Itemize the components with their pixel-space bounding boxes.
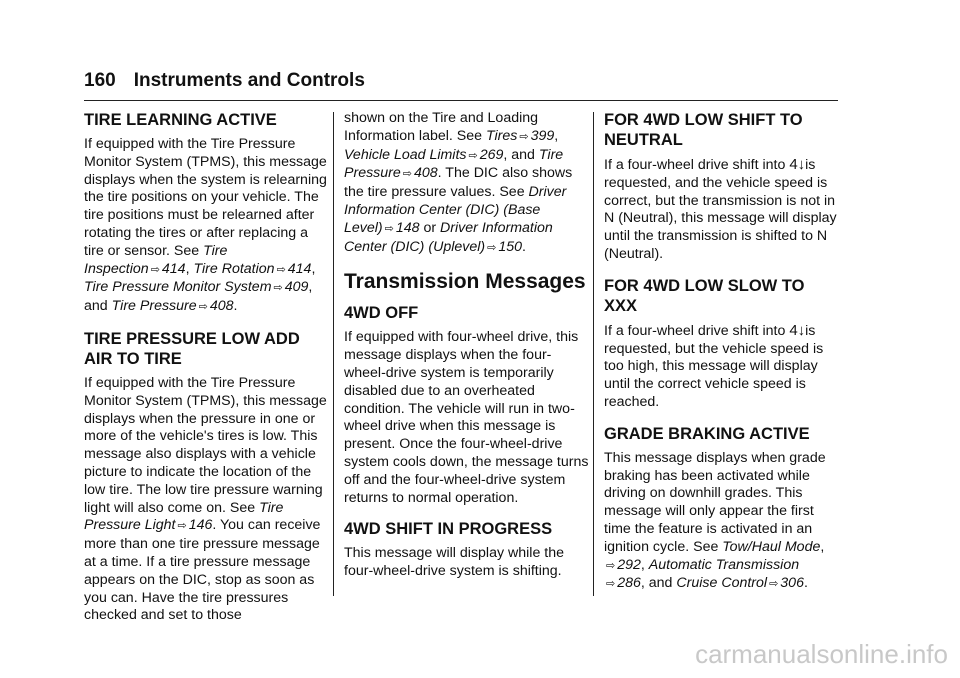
page-arrow-icon: ⇨ bbox=[769, 578, 779, 591]
page-ref: 414 bbox=[161, 260, 186, 277]
section-heading: 4WD SHIFT IN PROGRESS bbox=[344, 520, 553, 539]
page-arrow-icon: ⇨ bbox=[606, 559, 616, 572]
page-ref: 408 bbox=[209, 298, 234, 315]
page-ref: 292 bbox=[617, 556, 641, 573]
page-ref: 269 bbox=[479, 146, 504, 163]
page-ref: 286 bbox=[617, 575, 641, 592]
cross-reference-link[interactable]: Tire Pressure Light bbox=[84, 499, 284, 534]
paragraph: shown on the Tire and Loading Information label. See Tires ⇨ 399, Vehicle Load Limits ⇨ 269, and Tire Pressure ⇨ 408. The DIC also shows the tire pressure values. See Driver Information Center (DIC) (Base Level) ⇨ 148 or Driver Information Center (DIC) (Uplevel) ⇨ 150. bbox=[344, 110, 573, 255]
page-ref: 399 bbox=[530, 127, 555, 144]
cross-reference-link[interactable]: Driver Information Center (DIC) (Uplevel) bbox=[344, 219, 553, 255]
column-divider bbox=[593, 112, 594, 596]
page-ref: 408 bbox=[414, 165, 438, 182]
cross-reference-link[interactable]: Cruise Control bbox=[676, 575, 768, 592]
watermark: carmanualsonline.info bbox=[695, 639, 948, 669]
page-arrow-icon: ⇨ bbox=[606, 578, 616, 591]
section-heading: FOR 4WD LOW SHIFT TO NEUTRAL bbox=[604, 111, 803, 149]
page-arrow-icon: ⇨ bbox=[150, 263, 160, 276]
four-low-icon: 4↓ bbox=[789, 321, 806, 339]
cross-reference-link[interactable]: Tire Inspection bbox=[84, 242, 228, 277]
page-number: 160 bbox=[84, 70, 116, 91]
major-heading: Transmission Messages bbox=[344, 270, 586, 294]
paragraph: This message displays when grade braking has been activated while driving on downhill grades. This message will only appear the first time the feature is activated in an ignition cycle. See Tow/Haul Mode, ⇨ 292, Automatic Transmission ⇨ 286, and Cruise Control ⇨ 306. bbox=[604, 449, 826, 592]
page-arrow-icon: ⇨ bbox=[468, 149, 478, 162]
cross-reference-link[interactable]: Tire Rotation bbox=[193, 260, 275, 277]
page-ref: 414 bbox=[287, 260, 312, 277]
page-arrow-icon: ⇨ bbox=[273, 282, 283, 295]
page-header bbox=[84, 70, 365, 92]
cross-reference-link[interactable]: Driver Information Center (DIC) (Base Level) bbox=[344, 184, 567, 236]
header-rule bbox=[84, 100, 838, 101]
cross-reference-link[interactable]: Vehicle Load Limits bbox=[344, 146, 467, 163]
section-heading: FOR 4WD LOW SLOW TO XXX bbox=[604, 276, 805, 315]
page-arrow-icon: ⇨ bbox=[519, 130, 529, 143]
column-3 bbox=[604, 110, 838, 606]
paragraph: If a four-wheel drive shift into 4↓is requested, and the vehicle speed is correct, but the transmission is not in N (Neutral), this message will display until the transmission is shifted to N (Neutral). bbox=[604, 156, 837, 262]
page-ref: 148 bbox=[395, 219, 420, 236]
section-heading: TIRE PRESSURE LOW ADD AIR TO TIRE bbox=[84, 329, 300, 368]
cross-reference-link[interactable]: Tires bbox=[485, 127, 518, 144]
cross-reference-link[interactable]: Tire Pressure bbox=[111, 298, 197, 315]
cross-reference-link[interactable]: Tow/Haul Mode bbox=[722, 538, 821, 555]
paragraph: If a four-wheel drive shift into 4↓is requested, but the vehicle speed is too high, this message will display until the correct vehicle speed is reached. bbox=[604, 321, 824, 410]
paragraph: If equipped with the Tire Pressure Monitor System (TPMS), this message displays when the system is relearning the tire positions on your vehicle. The tire positions must be relearned after rotating the tires or after replacing a tire or sensor. See Tire Inspection ⇨ 414, Tire Rotation ⇨ 414, Tire Pressure Monitor System ⇨ 409, and Tire Pressure ⇨ 408. bbox=[84, 136, 327, 315]
paragraph: If equipped with four-wheel drive, this message displays when the four-wheel-drive system is temporarily disabled due to an overheated condition. The vehicle will run in two-wheel drive when this message is present. Once the four-wheel-drive system cools down, the message turns off and the four-wheel-drive system returns to normal operation. bbox=[344, 329, 589, 506]
page-arrow-icon: ⇨ bbox=[402, 168, 412, 181]
page-ref: 306 bbox=[780, 575, 804, 592]
page-ref: 146 bbox=[188, 517, 213, 534]
section-heading: GRADE BRAKING ACTIVE bbox=[604, 424, 810, 443]
page-arrow-icon: ⇨ bbox=[177, 520, 187, 533]
page-arrow-icon: ⇨ bbox=[276, 263, 286, 276]
section-title: Instruments and Controls bbox=[133, 70, 365, 91]
page-arrow-icon: ⇨ bbox=[487, 241, 497, 254]
page-ref: 409 bbox=[284, 279, 309, 296]
page-arrow-icon: ⇨ bbox=[198, 301, 208, 314]
paragraph: This message will display while the four-wheel-drive system is shifting. bbox=[344, 545, 564, 580]
section-heading: 4WD OFF bbox=[344, 304, 419, 323]
cross-reference-link[interactable]: Tire Pressure Monitor System bbox=[84, 279, 272, 296]
page-arrow-icon: ⇨ bbox=[384, 222, 394, 235]
cross-reference-link[interactable]: Tire Pressure bbox=[344, 146, 564, 182]
column-1 bbox=[84, 110, 330, 637]
cross-reference-link[interactable]: Automatic Transmission bbox=[648, 556, 800, 573]
four-low-icon: 4↓ bbox=[789, 156, 806, 173]
column-2 bbox=[344, 110, 590, 593]
section-heading: TIRE LEARNING ACTIVE bbox=[84, 111, 277, 129]
paragraph: If equipped with the Tire Pressure Monitor System (TPMS), this message displays when the pressure in one or more of the vehicle's tires is low. This message also displays with a vehicle picture to indicate the location of the low tire. The low tire pressure warning light will also come on. See Tire Pressure Light ⇨ 146. You can receive more than one tire pressure message at a time. If a tire pressure message appears on the DIC, stop as soon as you can. Have the tire pressures checked and set to those bbox=[84, 374, 327, 624]
column-divider bbox=[333, 112, 334, 596]
page-ref: 150 bbox=[498, 238, 523, 255]
